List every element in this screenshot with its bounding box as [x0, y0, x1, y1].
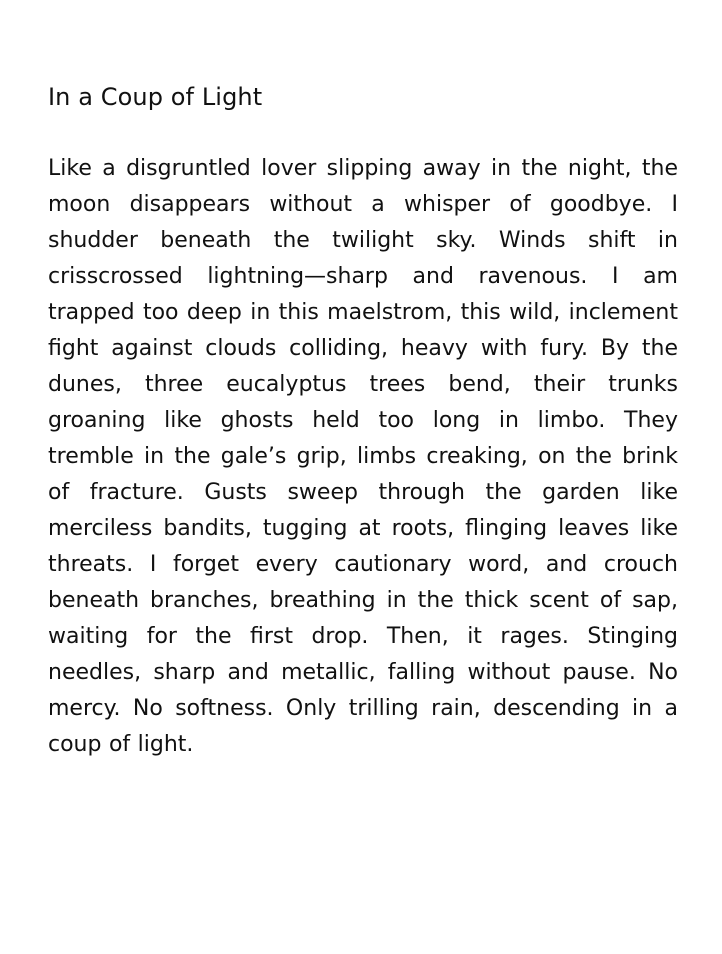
poem-body: Like a disgruntled lover slipping away in the night, the moon disappears without a whisper of goodbye. I shudder beneath the twilight sky. Winds shift in crisscrossed lightning—sharp and ravenous. I am trapped too deep in this maelstrom, this wild, inclement fight against clouds colliding, heavy with fury. By the dunes, three eucalyptus trees bend, their trunks groaning like ghosts held too long in limbo. They tremble in the gale’s grip, limbs creaking, on the brink of fracture. Gusts sweep through the garden like merciless bandits, tugging at roots, flinging leaves like threats. I forget every cautionary word, and crouch beneath branches, breathing in the thick scent of sap, waiting for the first drop. Then, it rages. Stinging needles, sharp and metallic, falling without pause. No mercy. No softness. Only trilling rain, descending in a coup of light. [48, 156, 678, 757]
poem-title: In a Coup of Light [48, 83, 263, 111]
